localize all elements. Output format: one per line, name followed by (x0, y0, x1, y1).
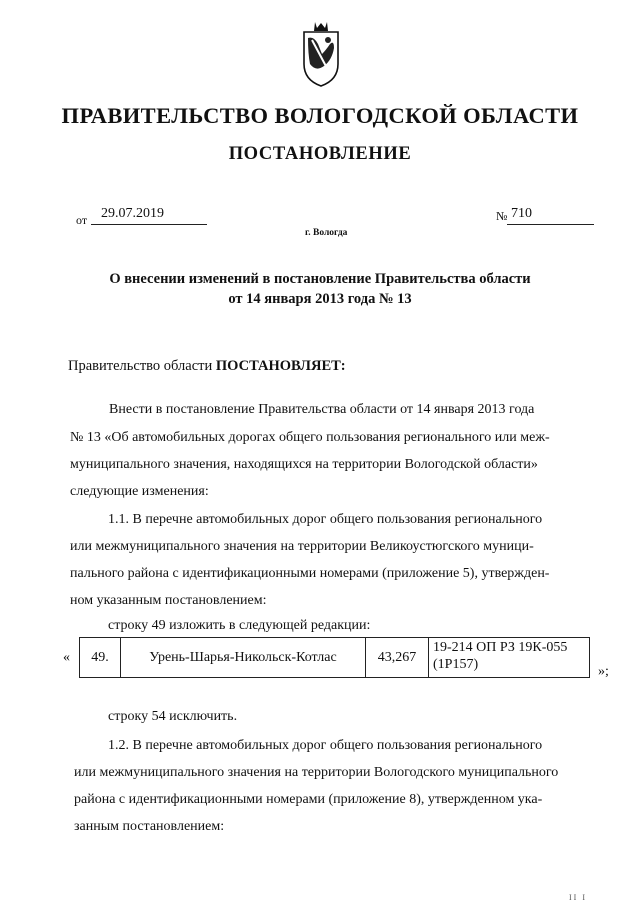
quote-close: »; (598, 664, 609, 679)
intro-line-1: Внести в постановление Правительства области от 14 января 2013 года (109, 402, 535, 417)
quote-open: « (63, 650, 70, 665)
item-1-1-line-1: 1.1. В перечне автомобильных дорог общего пользования регионального (108, 512, 543, 527)
document-title-line-1: О внесении изменений в постановление Правительства области (109, 271, 531, 287)
footer-mark: II I (569, 893, 587, 902)
decree-statement (68, 358, 346, 375)
decree-prefix: Правительство области (68, 358, 216, 374)
coat-of-arms-icon (300, 14, 342, 90)
intro-line-3: муниципального значения, находящихся на территории Вологодской области» (70, 457, 538, 472)
city-label: г. Вологда (305, 228, 348, 238)
document-type: ПОСТАНОВЛЕНИЕ (228, 144, 412, 164)
table-row (80, 638, 590, 678)
item-1-2-line-1: 1.2. В перечне автомобильных дорог общего пользования регионального (108, 738, 543, 753)
date-label: от (76, 213, 88, 227)
road-length: 43,267 (366, 638, 429, 678)
document-number: 710 (507, 206, 594, 225)
number-label: № (496, 209, 508, 223)
road-name: Урень-Шарья-Никольск-Котлас (121, 638, 366, 678)
item-1-2-line-2: или межмуниципального значения на территории Вологодского муниципального (74, 765, 559, 780)
item-1-2-line-4: занным постановлением: (74, 819, 225, 834)
item-1-1-line-2: или межмуниципального значения на территории Великоустюгского муници- (70, 539, 534, 554)
road-id (429, 638, 590, 678)
document-date: 29.07.2019 (91, 206, 207, 225)
road-id-line-1: 19-214 ОП РЗ 19К-055 (433, 640, 568, 655)
item-1-2-line-3: района с идентификационными номерами (приложение 8), утвержденном ука- (74, 792, 543, 807)
organization-title: ПРАВИТЕЛЬСТВО ВОЛОГОДСКОЙ ОБЛАСТИ (61, 103, 579, 128)
decree-keyword: ПОСТАНОВЛЯЕТ: (215, 358, 346, 374)
row-49-intro: строку 49 изложить в следующей редакции: (108, 618, 371, 633)
item-1-1-line-3: пального района с идентификационными номерами (приложение 5), утвержден- (70, 566, 550, 581)
intro-line-4: следующие изменения: (70, 484, 209, 499)
road-table (79, 637, 590, 678)
document-title-line-2: от 14 января 2013 года № 13 (228, 291, 412, 307)
intro-line-2: № 13 «Об автомобильных дорогах общего пользования регионального или меж- (70, 430, 550, 445)
row-number: 49. (80, 638, 121, 678)
road-id-line-2: (1Р157) (433, 657, 479, 672)
item-1-1-line-4: ном указанным постановлением: (70, 593, 267, 608)
row-54-instruction: строку 54 исключить. (108, 709, 238, 724)
